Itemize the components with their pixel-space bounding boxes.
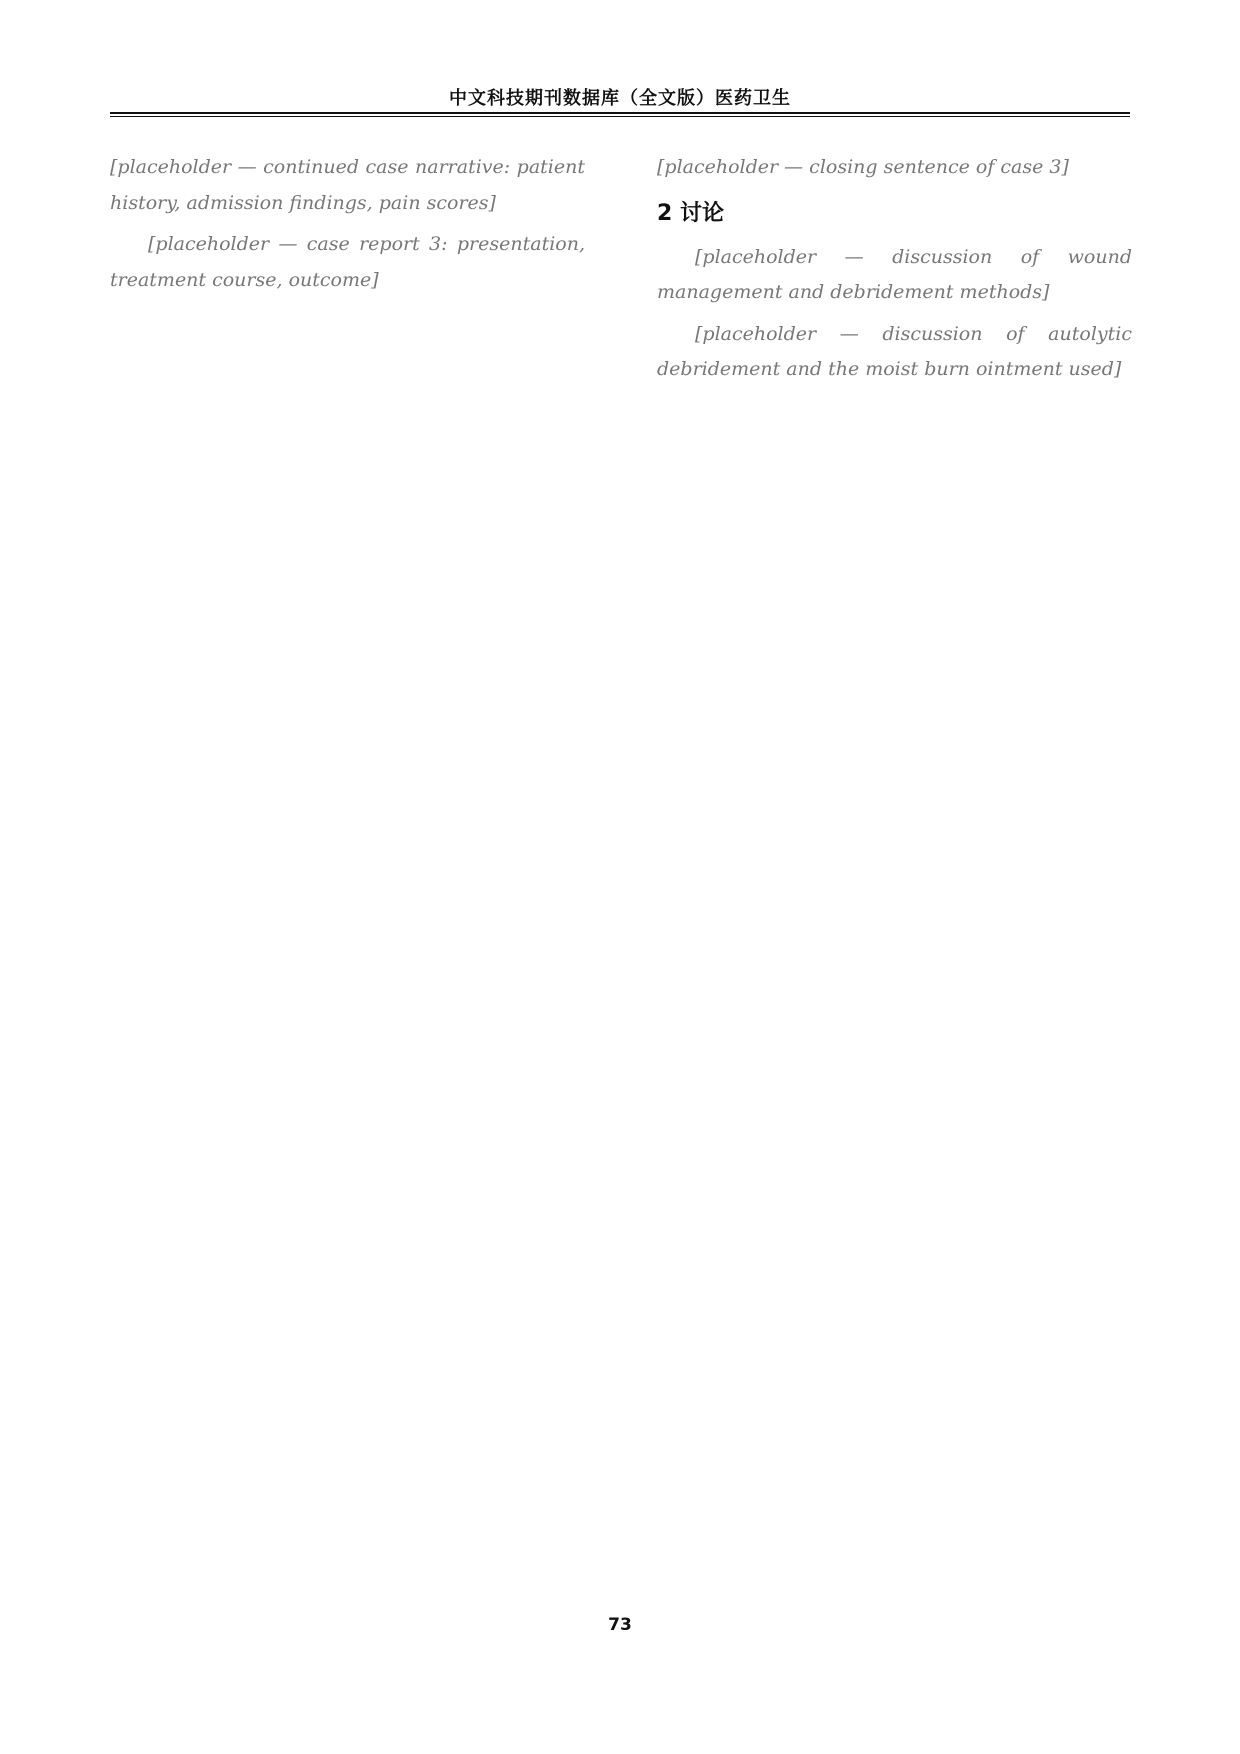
header-rule [110, 112, 1130, 114]
body-paragraph: [placeholder — case report 3: presentation, treatment course, outcome] [110, 233, 585, 291]
header-rule-thin [110, 116, 1130, 117]
body-paragraph: [placeholder — continued case narrative: patient history, admission findings, pain scores] [110, 156, 585, 214]
body-paragraph: [placeholder — discussion of wound management and debridement methods] [657, 245, 1132, 303]
left-column [110, 150, 585, 304]
right-column [657, 150, 1132, 394]
body-paragraph: [placeholder — discussion of autolytic debridement and the moist burn ointment used] [657, 322, 1132, 380]
running-header: 中文科技期刊数据库（全文版）医药卫生 [449, 88, 791, 109]
page-number: 73 [608, 1615, 632, 1635]
body-paragraph: [placeholder — closing sentence of case 3] [657, 156, 1069, 178]
section-heading: 2 讨论 [657, 200, 724, 226]
